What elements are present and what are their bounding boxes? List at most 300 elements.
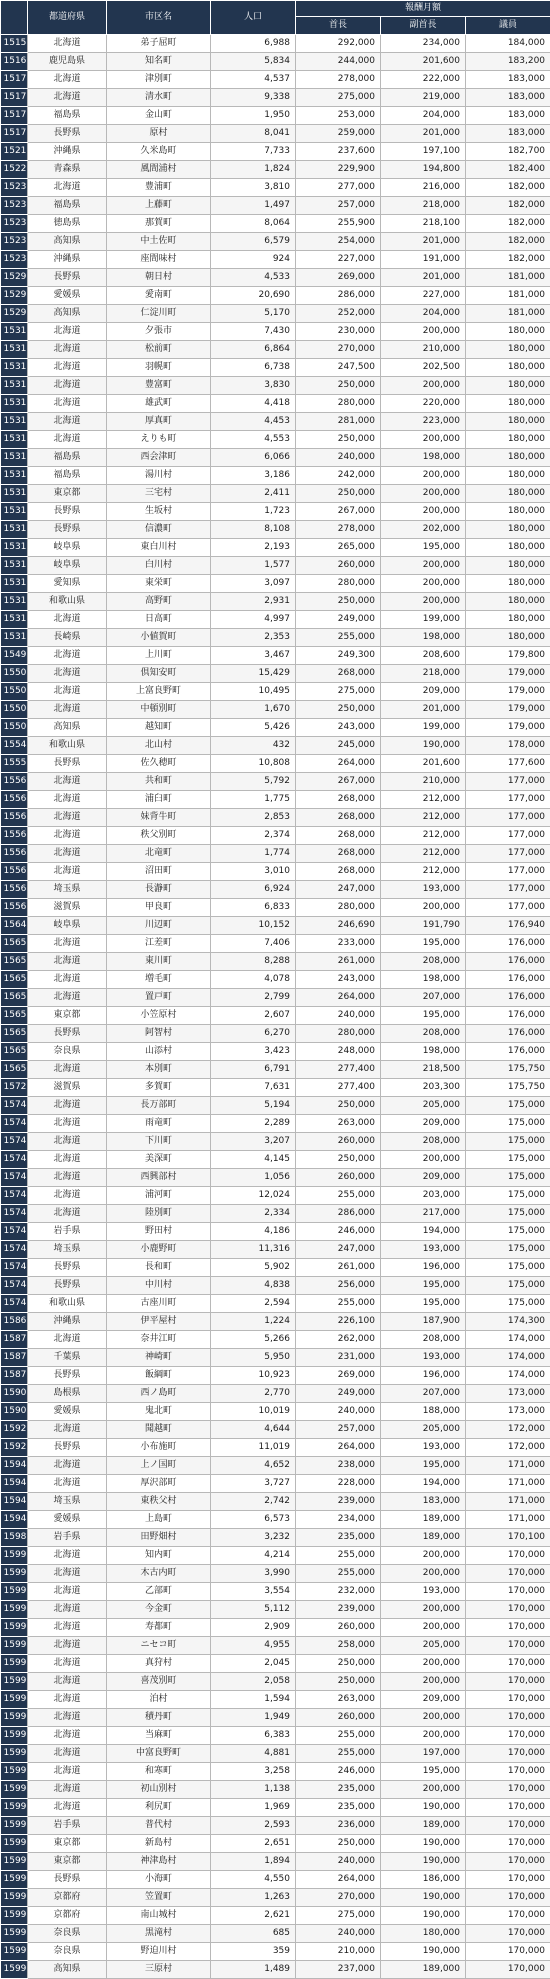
prefecture-cell: 北海道 xyxy=(28,953,107,971)
mayor-pay-cell: 239,000 xyxy=(296,1601,381,1619)
table-row xyxy=(1,1547,550,1565)
city-cell: 神津島村 xyxy=(107,1853,211,1871)
rank-cell: 1554 xyxy=(1,737,28,755)
mayor-pay-cell: 250,000 xyxy=(296,377,381,395)
prefecture-cell: 北海道 xyxy=(28,611,107,629)
city-cell: 甲良町 xyxy=(107,899,211,917)
population-cell: 4,145 xyxy=(211,1151,296,1169)
deputy-pay-cell: 201,600 xyxy=(381,53,466,71)
city-cell: 長瀞町 xyxy=(107,881,211,899)
mayor-pay-cell: 267,000 xyxy=(296,503,381,521)
councilor-pay-cell: 170,100 xyxy=(466,1529,550,1547)
rank-cell: 1599 xyxy=(1,1961,28,1979)
population-cell: 7,631 xyxy=(211,1079,296,1097)
city-cell: 南山城村 xyxy=(107,1907,211,1925)
prefecture-cell: 北海道 xyxy=(28,359,107,377)
rank-cell: 1517 xyxy=(1,71,28,89)
mayor-pay-cell: 235,000 xyxy=(296,1781,381,1799)
rank-cell: 1523 xyxy=(1,197,28,215)
city-cell: 置戸町 xyxy=(107,989,211,1007)
population-cell: 7,430 xyxy=(211,323,296,341)
population-cell: 4,214 xyxy=(211,1547,296,1565)
rank-cell: 1556 xyxy=(1,827,28,845)
mayor-pay-cell: 263,000 xyxy=(296,1115,381,1133)
population-cell: 4,955 xyxy=(211,1637,296,1655)
table-row xyxy=(1,1331,550,1349)
prefecture-cell: 東京都 xyxy=(28,485,107,503)
population-cell: 5,112 xyxy=(211,1601,296,1619)
mayor-pay-cell: 275,000 xyxy=(296,1907,381,1925)
city-cell: 白川村 xyxy=(107,557,211,575)
population-cell: 6,988 xyxy=(211,35,296,53)
population-cell: 432 xyxy=(211,737,296,755)
deputy-pay-cell: 201,000 xyxy=(381,125,466,143)
prefecture-cell: 長野県 xyxy=(28,755,107,773)
city-cell: 西興部村 xyxy=(107,1169,211,1187)
city-cell: 笠置町 xyxy=(107,1889,211,1907)
table-row xyxy=(1,557,550,575)
mayor-pay-cell: 233,000 xyxy=(296,935,381,953)
councilor-pay-cell: 179,800 xyxy=(466,647,550,665)
prefecture-cell: 北海道 xyxy=(28,773,107,791)
population-cell: 685 xyxy=(211,1925,296,1943)
mayor-pay-cell: 255,000 xyxy=(296,629,381,647)
population-cell: 6,864 xyxy=(211,341,296,359)
city-cell: 当麻町 xyxy=(107,1727,211,1745)
deputy-pay-cell: 191,790 xyxy=(381,917,466,935)
population-cell: 3,830 xyxy=(211,377,296,395)
prefecture-cell: 北海道 xyxy=(28,1187,107,1205)
city-cell: 初山別村 xyxy=(107,1781,211,1799)
prefecture-cell: 長野県 xyxy=(28,1367,107,1385)
deputy-pay-cell: 196,000 xyxy=(381,1367,466,1385)
mayor-pay-cell: 255,000 xyxy=(296,1295,381,1313)
prefecture-cell: 北海道 xyxy=(28,1547,107,1565)
mayor-pay-cell: 261,000 xyxy=(296,953,381,971)
mayor-pay-cell: 275,000 xyxy=(296,683,381,701)
table-row xyxy=(1,1673,550,1691)
mayor-pay-cell: 252,000 xyxy=(296,305,381,323)
rank-cell: 1592 xyxy=(1,1421,28,1439)
city-cell: 中土佐町 xyxy=(107,233,211,251)
deputy-pay-cell: 218,100 xyxy=(381,215,466,233)
deputy-header: 副首長 xyxy=(381,17,466,35)
deputy-pay-cell: 200,000 xyxy=(381,899,466,917)
population-cell: 4,881 xyxy=(211,1745,296,1763)
population-cell: 8,108 xyxy=(211,521,296,539)
councilor-pay-cell: 179,000 xyxy=(466,701,550,719)
deputy-pay-cell: 201,000 xyxy=(381,701,466,719)
mayor-pay-cell: 277,400 xyxy=(296,1079,381,1097)
councilor-pay-cell: 183,200 xyxy=(466,53,550,71)
councilor-pay-cell: 170,000 xyxy=(466,1619,550,1637)
population-cell: 2,909 xyxy=(211,1619,296,1637)
prefecture-cell: 北海道 xyxy=(28,989,107,1007)
population-cell: 4,418 xyxy=(211,395,296,413)
councilor-pay-cell: 180,000 xyxy=(466,593,550,611)
table-row xyxy=(1,1817,550,1835)
city-cell: 中頓別町 xyxy=(107,701,211,719)
councilor-pay-cell: 175,750 xyxy=(466,1079,550,1097)
deputy-pay-cell: 204,000 xyxy=(381,107,466,125)
population-cell: 11,316 xyxy=(211,1241,296,1259)
table-row xyxy=(1,1925,550,1943)
population-cell: 6,066 xyxy=(211,449,296,467)
councilor-pay-cell: 177,000 xyxy=(466,881,550,899)
mayor-pay-cell: 237,600 xyxy=(296,143,381,161)
rank-cell: 1531 xyxy=(1,575,28,593)
prefecture-cell: 北海道 xyxy=(28,791,107,809)
mayor-pay-cell: 240,000 xyxy=(296,1403,381,1421)
rank-cell: 1599 xyxy=(1,1583,28,1601)
councilor-pay-cell: 180,000 xyxy=(466,503,550,521)
mayor-pay-cell: 280,000 xyxy=(296,395,381,413)
population-cell: 1,670 xyxy=(211,701,296,719)
prefecture-cell: 長野県 xyxy=(28,1277,107,1295)
prefecture-cell: 和歌山県 xyxy=(28,737,107,755)
mayor-pay-cell: 255,000 xyxy=(296,1727,381,1745)
mayor-pay-cell: 210,000 xyxy=(296,1943,381,1961)
city-cell: 泊村 xyxy=(107,1691,211,1709)
prefecture-cell: 和歌山県 xyxy=(28,1295,107,1313)
rank-cell: 1556 xyxy=(1,845,28,863)
prefecture-cell: 東京都 xyxy=(28,1835,107,1853)
mayor-pay-cell: 250,000 xyxy=(296,1097,381,1115)
population-cell: 4,186 xyxy=(211,1223,296,1241)
councilor-pay-cell: 180,000 xyxy=(466,431,550,449)
rank-cell: 1599 xyxy=(1,1709,28,1727)
population-cell: 2,289 xyxy=(211,1115,296,1133)
table-row xyxy=(1,1907,550,1925)
prefecture-cell: 岐阜県 xyxy=(28,917,107,935)
table-row xyxy=(1,53,550,71)
deputy-pay-cell: 200,000 xyxy=(381,323,466,341)
prefecture-cell: 奈良県 xyxy=(28,1943,107,1961)
prefecture-cell: 北海道 xyxy=(28,683,107,701)
population-cell: 5,834 xyxy=(211,53,296,71)
rank-cell: 1531 xyxy=(1,521,28,539)
mayor-pay-cell: 260,000 xyxy=(296,1709,381,1727)
population-cell: 2,193 xyxy=(211,539,296,557)
table-row xyxy=(1,935,550,953)
rank-cell: 1556 xyxy=(1,791,28,809)
prefecture-cell: 長野県 xyxy=(28,503,107,521)
prefecture-cell: 北海道 xyxy=(28,1637,107,1655)
city-cell: 野田村 xyxy=(107,1223,211,1241)
prefecture-cell: 沖縄県 xyxy=(28,143,107,161)
table-row xyxy=(1,1133,550,1151)
councilor-pay-cell: 170,000 xyxy=(466,1835,550,1853)
prefecture-cell: 沖縄県 xyxy=(28,251,107,269)
table-row xyxy=(1,431,550,449)
rank-cell: 1529 xyxy=(1,287,28,305)
mayor-pay-cell: 269,000 xyxy=(296,1367,381,1385)
population-cell: 3,727 xyxy=(211,1475,296,1493)
deputy-pay-cell: 208,000 xyxy=(381,1133,466,1151)
city-cell: 秩父別町 xyxy=(107,827,211,845)
deputy-pay-cell: 209,000 xyxy=(381,1169,466,1187)
rank-cell: 1599 xyxy=(1,1637,28,1655)
population-cell: 2,651 xyxy=(211,1835,296,1853)
mayor-pay-cell: 243,000 xyxy=(296,719,381,737)
population-cell: 1,594 xyxy=(211,1691,296,1709)
city-cell: 清水町 xyxy=(107,89,211,107)
councilor-pay-cell: 175,000 xyxy=(466,1205,550,1223)
table-row xyxy=(1,1205,550,1223)
table-row xyxy=(1,125,550,143)
councilor-pay-cell: 182,000 xyxy=(466,215,550,233)
prefecture-cell: 高知県 xyxy=(28,1961,107,1979)
mayor-pay-cell: 250,000 xyxy=(296,431,381,449)
deputy-pay-cell: 197,100 xyxy=(381,143,466,161)
rank-cell: 1574 xyxy=(1,1277,28,1295)
deputy-pay-cell: 227,000 xyxy=(381,287,466,305)
table-row xyxy=(1,341,550,359)
city-cell: 伊平屋村 xyxy=(107,1313,211,1331)
prefecture-cell: 北海道 xyxy=(28,35,107,53)
prefecture-cell: 愛知県 xyxy=(28,575,107,593)
mayor-pay-cell: 277,000 xyxy=(296,179,381,197)
deputy-pay-cell: 194,000 xyxy=(381,1223,466,1241)
prefecture-cell: 長野県 xyxy=(28,125,107,143)
table-row xyxy=(1,1367,550,1385)
prefecture-cell: 北海道 xyxy=(28,1709,107,1727)
population-cell: 6,573 xyxy=(211,1511,296,1529)
rank-cell: 1599 xyxy=(1,1547,28,1565)
deputy-pay-cell: 200,000 xyxy=(381,1673,466,1691)
population-cell: 1,263 xyxy=(211,1889,296,1907)
mayor-pay-cell: 236,000 xyxy=(296,1817,381,1835)
population-cell: 6,579 xyxy=(211,233,296,251)
deputy-pay-cell: 200,000 xyxy=(381,1547,466,1565)
rank-cell: 1590 xyxy=(1,1403,28,1421)
table-row xyxy=(1,197,550,215)
city-cell: 陸別町 xyxy=(107,1205,211,1223)
councilor-pay-cell: 180,000 xyxy=(466,629,550,647)
deputy-pay-cell: 190,000 xyxy=(381,1889,466,1907)
population-cell: 6,738 xyxy=(211,359,296,377)
rank-cell: 1594 xyxy=(1,1511,28,1529)
table-row xyxy=(1,701,550,719)
councilor-header: 議員 xyxy=(466,17,550,35)
prefecture-cell: 北海道 xyxy=(28,1331,107,1349)
city-cell: 湯川村 xyxy=(107,467,211,485)
rank-cell: 1574 xyxy=(1,1169,28,1187)
rank-cell: 1598 xyxy=(1,1529,28,1547)
table-row xyxy=(1,1961,550,1979)
rank-cell: 1574 xyxy=(1,1115,28,1133)
city-cell: 日高町 xyxy=(107,611,211,629)
deputy-pay-cell: 212,000 xyxy=(381,845,466,863)
rank-cell: 1599 xyxy=(1,1871,28,1889)
deputy-pay-cell: 193,000 xyxy=(381,1241,466,1259)
deputy-pay-cell: 186,000 xyxy=(381,1871,466,1889)
councilor-pay-cell: 170,000 xyxy=(466,1817,550,1835)
councilor-pay-cell: 170,000 xyxy=(466,1547,550,1565)
deputy-pay-cell: 193,000 xyxy=(381,1439,466,1457)
councilor-pay-cell: 170,000 xyxy=(466,1601,550,1619)
rank-cell: 1574 xyxy=(1,1133,28,1151)
table-row xyxy=(1,647,550,665)
city-cell: 長万部町 xyxy=(107,1097,211,1115)
table-row xyxy=(1,791,550,809)
prefecture-cell: 長野県 xyxy=(28,1439,107,1457)
rank-cell: 1531 xyxy=(1,413,28,431)
deputy-pay-cell: 195,000 xyxy=(381,539,466,557)
table-row xyxy=(1,899,550,917)
population-cell: 2,353 xyxy=(211,629,296,647)
city-cell: 阿智村 xyxy=(107,1025,211,1043)
mayor-pay-cell: 250,000 xyxy=(296,1835,381,1853)
rank-cell: 1556 xyxy=(1,863,28,881)
city-cell: 佐久穂町 xyxy=(107,755,211,773)
table-row xyxy=(1,485,550,503)
rank-cell: 1565 xyxy=(1,971,28,989)
rank-cell: 1599 xyxy=(1,1691,28,1709)
councilor-pay-cell: 180,000 xyxy=(466,557,550,575)
mayor-pay-cell: 275,000 xyxy=(296,89,381,107)
councilor-pay-cell: 175,000 xyxy=(466,1241,550,1259)
mayor-pay-cell: 246,000 xyxy=(296,1223,381,1241)
prefecture-cell: 北海道 xyxy=(28,1421,107,1439)
mayor-pay-cell: 286,000 xyxy=(296,287,381,305)
city-cell: 古座川町 xyxy=(107,1295,211,1313)
rank-cell: 1599 xyxy=(1,1799,28,1817)
deputy-pay-cell: 195,000 xyxy=(381,1007,466,1025)
rank-cell: 1574 xyxy=(1,1151,28,1169)
deputy-pay-cell: 201,600 xyxy=(381,755,466,773)
population-cell: 3,423 xyxy=(211,1043,296,1061)
councilor-pay-cell: 170,000 xyxy=(466,1871,550,1889)
table-row xyxy=(1,863,550,881)
deputy-pay-cell: 220,000 xyxy=(381,395,466,413)
population-cell: 5,170 xyxy=(211,305,296,323)
city-header: 市区名 xyxy=(107,1,211,35)
population-cell: 4,553 xyxy=(211,431,296,449)
table-row xyxy=(1,251,550,269)
deputy-pay-cell: 212,000 xyxy=(381,863,466,881)
rank-cell: 1587 xyxy=(1,1331,28,1349)
city-cell: 朝日村 xyxy=(107,269,211,287)
population-cell: 4,550 xyxy=(211,1871,296,1889)
prefecture-cell: 徳島県 xyxy=(28,215,107,233)
deputy-pay-cell: 212,000 xyxy=(381,791,466,809)
prefecture-cell: 埼玉県 xyxy=(28,1241,107,1259)
deputy-pay-cell: 193,000 xyxy=(381,881,466,899)
mayor-pay-cell: 255,000 xyxy=(296,1745,381,1763)
rank-cell: 1522 xyxy=(1,161,28,179)
mayor-pay-cell: 249,000 xyxy=(296,611,381,629)
table-row xyxy=(1,773,550,791)
rank-cell: 1531 xyxy=(1,557,28,575)
councilor-pay-cell: 183,000 xyxy=(466,125,550,143)
population-cell: 3,207 xyxy=(211,1133,296,1151)
deputy-pay-cell: 193,000 xyxy=(381,1349,466,1367)
city-cell: 新島村 xyxy=(107,1835,211,1853)
councilor-pay-cell: 170,000 xyxy=(466,1961,550,1979)
city-cell: 倶知安町 xyxy=(107,665,211,683)
population-cell: 2,770 xyxy=(211,1385,296,1403)
councilor-pay-cell: 182,000 xyxy=(466,251,550,269)
prefecture-cell: 北海道 xyxy=(28,935,107,953)
mayor-pay-cell: 258,000 xyxy=(296,1637,381,1655)
mayor-pay-cell: 245,000 xyxy=(296,737,381,755)
city-cell: 東川町 xyxy=(107,953,211,971)
population-cell: 7,733 xyxy=(211,143,296,161)
deputy-pay-cell: 210,000 xyxy=(381,341,466,359)
rank-cell: 1565 xyxy=(1,935,28,953)
councilor-pay-cell: 183,000 xyxy=(466,89,550,107)
rank-cell: 1599 xyxy=(1,1655,28,1673)
councilor-pay-cell: 170,000 xyxy=(466,1709,550,1727)
councilor-pay-cell: 177,000 xyxy=(466,845,550,863)
deputy-pay-cell: 207,000 xyxy=(381,1385,466,1403)
councilor-pay-cell: 177,000 xyxy=(466,773,550,791)
prefecture-cell: 北海道 xyxy=(28,1673,107,1691)
table-row xyxy=(1,1745,550,1763)
city-cell: 座間味村 xyxy=(107,251,211,269)
rank-cell: 1550 xyxy=(1,701,28,719)
table-row xyxy=(1,1871,550,1889)
city-cell: 北山村 xyxy=(107,737,211,755)
mayor-pay-cell: 270,000 xyxy=(296,341,381,359)
city-cell: 東秩父村 xyxy=(107,1493,211,1511)
prefecture-cell: 北海道 xyxy=(28,377,107,395)
population-cell: 3,097 xyxy=(211,575,296,593)
mayor-pay-cell: 250,000 xyxy=(296,485,381,503)
table-row xyxy=(1,953,550,971)
table-row xyxy=(1,575,550,593)
councilor-pay-cell: 175,000 xyxy=(466,1187,550,1205)
deputy-pay-cell: 200,000 xyxy=(381,1781,466,1799)
councilor-pay-cell: 181,000 xyxy=(466,269,550,287)
deputy-pay-cell: 217,000 xyxy=(381,1205,466,1223)
councilor-pay-cell: 182,400 xyxy=(466,161,550,179)
population-cell: 1,723 xyxy=(211,503,296,521)
table-row xyxy=(1,413,550,431)
councilor-pay-cell: 173,000 xyxy=(466,1385,550,1403)
prefecture-cell: 北海道 xyxy=(28,1745,107,1763)
city-cell: 多賀町 xyxy=(107,1079,211,1097)
city-cell: えりも町 xyxy=(107,431,211,449)
table-row xyxy=(1,1097,550,1115)
prefecture-cell: 北海道 xyxy=(28,1475,107,1493)
prefecture-cell: 愛媛県 xyxy=(28,1511,107,1529)
councilor-pay-cell: 180,000 xyxy=(466,449,550,467)
councilor-pay-cell: 170,000 xyxy=(466,1691,550,1709)
population-cell: 4,652 xyxy=(211,1457,296,1475)
deputy-pay-cell: 212,000 xyxy=(381,827,466,845)
mayor-pay-cell: 246,690 xyxy=(296,917,381,935)
prefecture-cell: 和歌山県 xyxy=(28,593,107,611)
population-cell: 10,019 xyxy=(211,1403,296,1421)
city-cell: 小笠原村 xyxy=(107,1007,211,1025)
mayor-pay-cell: 232,000 xyxy=(296,1583,381,1601)
table-row xyxy=(1,1115,550,1133)
councilor-pay-cell: 176,000 xyxy=(466,1025,550,1043)
population-cell: 5,194 xyxy=(211,1097,296,1115)
mayor-pay-cell: 239,000 xyxy=(296,1493,381,1511)
table-row xyxy=(1,215,550,233)
mayor-pay-cell: 226,100 xyxy=(296,1313,381,1331)
deputy-pay-cell: 200,000 xyxy=(381,503,466,521)
rank-cell: 1574 xyxy=(1,1295,28,1313)
table-row xyxy=(1,1763,550,1781)
table-row xyxy=(1,449,550,467)
table-row xyxy=(1,1079,550,1097)
city-cell: 美深町 xyxy=(107,1151,211,1169)
deputy-pay-cell: 198,000 xyxy=(381,629,466,647)
